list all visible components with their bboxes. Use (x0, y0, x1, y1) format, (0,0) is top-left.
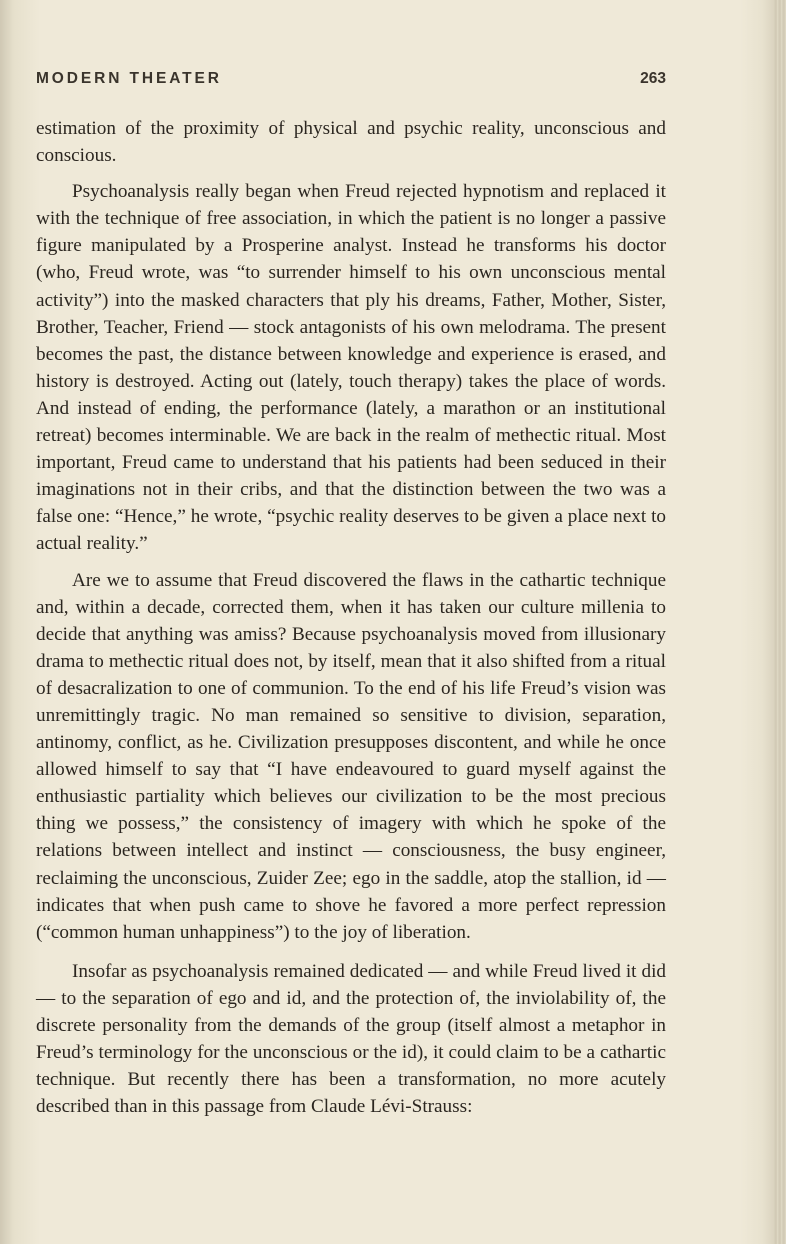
page-number: 263 (640, 70, 666, 87)
paragraph: Insofar as psychoanalysis remained dedicated — and while Freud lived it did — to the separation of ego and id, and the protection of, the inviolability of, the discrete personality from the demands of the group (itself almost a metaphor in Freud’s terminology for the unconscious or the id), it could claim to be a cathartic technique. But recently there has been a transformation, no more acutely described than in this passage from Claude Lévi-Strauss: (36, 960, 666, 1118)
running-head: MODERN THEATER (36, 70, 222, 87)
page-header (36, 70, 666, 94)
page-edge (774, 0, 786, 1244)
paragraph-continued: estimation of the proximity of physical and psychic reality, unconscious and conscious. (36, 118, 666, 167)
paragraph: Are we to assume that Freud discovered the flaws in the cathartic technique and, within a decade, corrected them, when it has taken our culture millenia to decide that anything was amiss? Because psychoanalysis moved from illusionary drama to methectic ritual does not, by itself, mean that it also shifted from a ritual of desacralization to one of communion. To the end of his life Freud’s vision was unremittingly tragic. No man remained so sensitive to division, separation, antinomy, conflict, as he. Civilization presupposes discontent, and while he once allowed himself to say that “I have endeavoured to guard myself against the enthusiastic partiality which believes our civilization to be the most precious thing we possess,” the consistency of imagery with which he spoke of the relations between intellect and instinct — consciousness, the busy engineer, reclaiming the unconscious, Zuider Zee; ego in the saddle, atop the stallion, id — indicates that when push came to shove he favored a more perfect repression (“common human unhappiness”) to the joy of liberation. (36, 569, 666, 943)
paragraph: Psychoanalysis really began when Freud rejected hypnotism and replaced it with the technique of free association, in which the patient is no longer a passive figure manipulated by a Prosperine analyst. Instead he transforms his doctor (who, Freud wrote, was “to surrender himself to his own unconscious mental activity”) into the masked characters that ply his dreams, Father, Mother, Sister, Brother, Teacher, Friend — stock antagonists of his own melodrama. The present becomes the past, the distance between knowledge and experience is erased, and history is destroyed. Acting out (lately, touch therapy) takes the place of words. And instead of ending, the performance (lately, a marathon or an institutional retreat) becomes interminable. We are back in the realm of methectic ritual. Most important, Freud came to understand that his patients had been seduced in their imaginations not in their cribs, and that the distinction between the two was a false one: “Hence,” he wrote, “psychic reality deserves to be given a place next to actual reality.” (36, 181, 666, 555)
body-text (36, 115, 666, 1120)
